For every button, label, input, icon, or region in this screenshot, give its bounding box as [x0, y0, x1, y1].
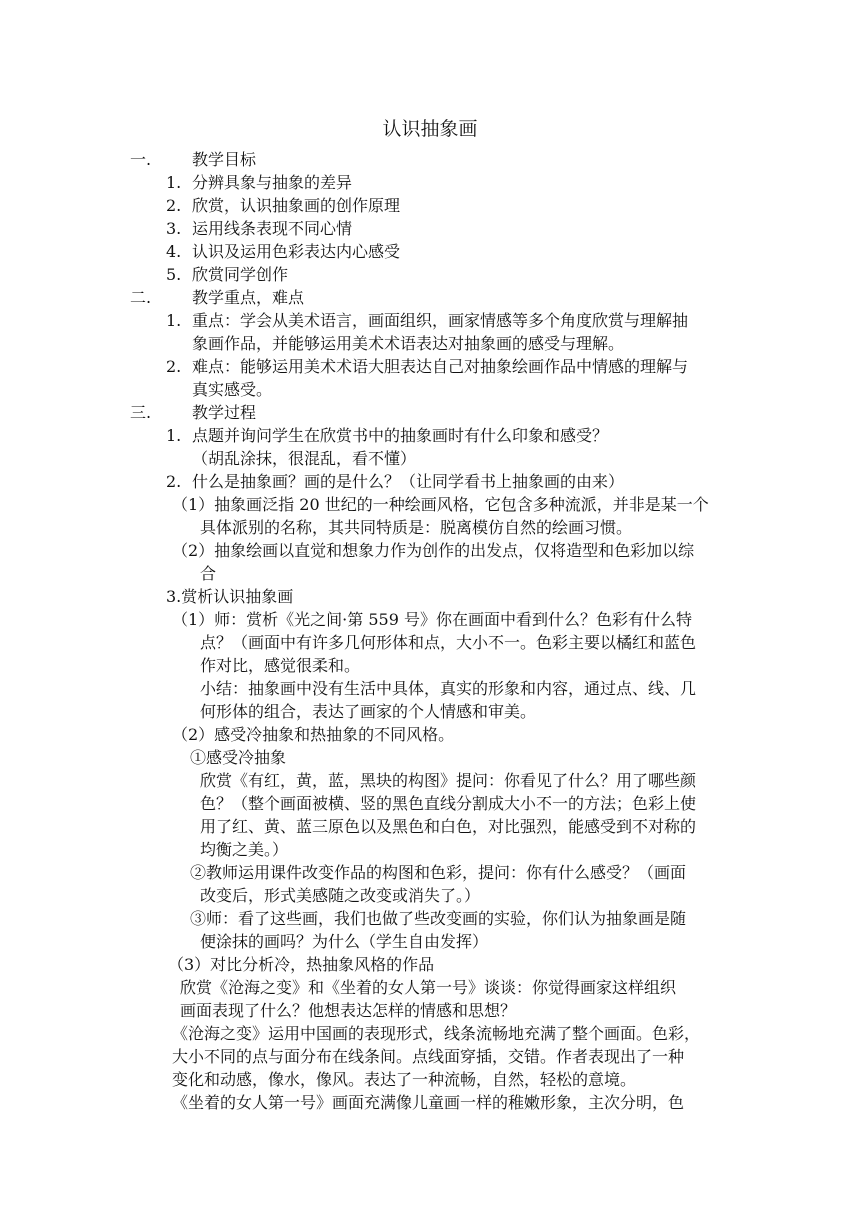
- list-item: 认识及运用色彩表达内心感受: [192, 242, 401, 261]
- paragraph-line: （2）感受冷抽象和热抽象的不同风格。: [172, 725, 455, 744]
- paragraph-line: 点题并询问学生在欣赏书中的抽象画时有什么印象和感受？: [192, 426, 609, 445]
- list-number: 1.: [166, 173, 182, 192]
- page-title: 认识抽象画: [382, 118, 478, 140]
- list-item: 分辨具象与抽象的差异: [192, 173, 353, 192]
- list-item: 运用线条表现不同心情: [192, 219, 353, 238]
- paragraph-line: 真实感受。: [192, 380, 273, 399]
- paragraph-line: 作对比，感觉很柔和。: [200, 656, 361, 675]
- paragraph-line: 用了红、黄、蓝三原色以及黑色和白色，对比强烈，能感受到不对称的: [200, 817, 697, 836]
- paragraph-line: 重点：学会从美术语言，画面组织，画家情感等多个角度欣赏与理解抽: [192, 311, 689, 330]
- paragraph-line: 难点：能够运用美术术语大胆表达自己对抽象绘画作品中情感的理解与: [192, 357, 689, 376]
- list-number: 2.: [166, 196, 182, 215]
- paragraph-line: 均衡之美。）: [200, 840, 289, 859]
- paragraph-line: 便涂抹的画吗？为什么（学生自由发挥）: [200, 932, 489, 951]
- list-number: 1.: [166, 426, 182, 445]
- paragraph-line: 点？（画面中有许多几何形体和点，大小不一。色彩主要以橘红和蓝色: [200, 633, 697, 652]
- list-item: 欣赏同学创作: [192, 265, 289, 284]
- paragraph-line: 欣赏《有红，黄，蓝，黑块的构图》提问：你看见了什么？用了哪些颜: [200, 771, 697, 790]
- list-number: 2.: [166, 472, 182, 491]
- paragraph-line: 大小不同的点与面分布在线条间。点线面穿插，交错。作者表现出了一种: [172, 1047, 685, 1066]
- paragraph-line: 画面表现了什么？他想表达怎样的情感和思想？: [180, 1001, 517, 1020]
- paragraph-line: 合: [200, 564, 217, 583]
- paragraph-line: 《坐着的女人第一号》画面充满像儿童画一样的稚嫩形象，主次分明，色: [172, 1093, 685, 1112]
- paragraph-line: 改变后，形式美感随之改变或消失了。）: [200, 886, 481, 905]
- paragraph-line: 欣赏《沧海之变》和《坐着的女人第一号》谈谈：你觉得画家这样组织: [180, 978, 677, 997]
- list-item: 欣赏，认识抽象画的创作原理: [192, 196, 401, 215]
- list-number: 4.: [166, 242, 182, 261]
- section-number: 一.: [130, 150, 152, 169]
- list-number: 2.: [166, 357, 182, 376]
- section-number: 三.: [130, 403, 152, 422]
- paragraph-line: （3）对比分析冷，热抽象风格的作品: [168, 955, 435, 974]
- paragraph-line: ②教师运用课件改变作品的构图和色彩，提问：你有什么感受？（画面: [190, 863, 687, 882]
- paragraph-line: （1）师：赏析《光之间·第 559 号》你在画面中看到什么？色彩有什么特: [172, 610, 692, 629]
- paragraph-line: 色？（整个画面被横、竖的黑色直线分割成大小不一的方法；色彩上使: [200, 794, 697, 813]
- list-number: 5.: [166, 265, 182, 284]
- paragraph-line: （胡乱涂抹，很混乱，看不懂）: [192, 449, 417, 468]
- list-number: 1.: [166, 311, 182, 330]
- section-heading: 教学过程: [192, 403, 257, 422]
- paragraph-line: 具体派别的名称，其共同特质是：脱离模仿自然的绘画习惯。: [200, 518, 633, 537]
- paragraph-line: （2）抽象绘画以直觉和想象力作为创作的出发点，仅将造型和色彩加以综: [172, 541, 695, 560]
- paragraph-line: 《沧海之变》运用中国画的表现形式，线条流畅地充满了整个画面。色彩，: [172, 1024, 701, 1043]
- paragraph-line: ①感受冷抽象: [190, 748, 287, 767]
- paragraph-line: 象画作品，并能够运用美术术语表达对抽象画的感受与理解。: [192, 334, 625, 353]
- paragraph-line: 何形体的组合，表达了画家的个人情感和审美。: [200, 702, 537, 721]
- list-number: 3.: [166, 219, 182, 238]
- section-heading: 教学目标: [192, 150, 257, 169]
- paragraph-line: 什么是抽象画？画的是什么？（让同学看书上抽象画的由来）: [192, 472, 625, 491]
- paragraph-line: 小结：抽象画中没有生活中具体，真实的形象和内容，通过点、线、几: [200, 679, 697, 698]
- paragraph-line: ③师：看了这些画，我们也做了些改变画的实验，你们认为抽象画是随: [190, 909, 687, 928]
- subsection-heading: 3.赏析认识抽象画: [166, 587, 294, 606]
- section-number: 二.: [130, 288, 152, 307]
- section-heading: 教学重点，难点: [192, 288, 305, 307]
- paragraph-line: 变化和动感，像水，像风。表达了一种流畅，自然，轻松的意境。: [172, 1070, 637, 1089]
- paragraph-line: （1）抽象画泛指 20 世纪的一种绘画风格，它包含多种流派，并非是某一个: [172, 495, 709, 514]
